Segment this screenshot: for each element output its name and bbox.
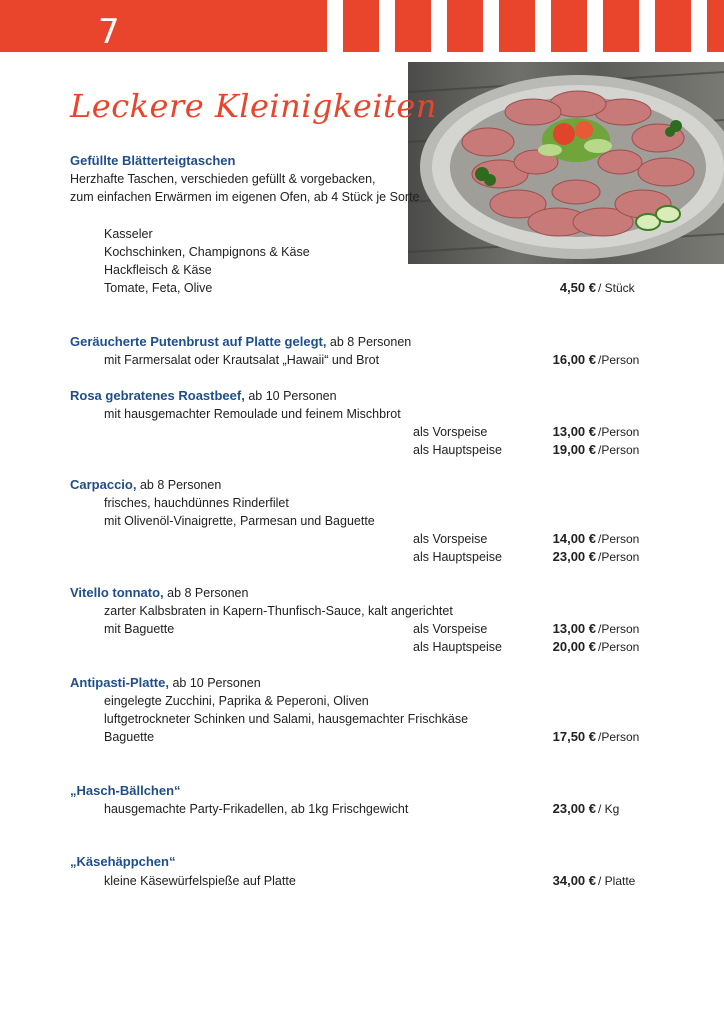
item-heading-roastbeef [70,387,337,405]
price-unit: /Person [598,443,640,457]
item-heading-putenbrust [70,333,411,351]
price-amount: 13,00 € [552,621,596,636]
option-label: als Hauptspeise [413,443,502,457]
item-heading-text: Antipasti-Platte, [70,675,169,690]
price-unit: /Person [598,640,640,654]
filling-item: Tomate, Feta, Olive [104,281,213,295]
platter-photo [408,62,724,264]
price-amount: 16,00 € [552,352,596,367]
item-heading-vitello-tonnato [70,584,248,602]
item-heading-text: Vitello tonnato, [70,585,164,600]
item-description: zarter Kalbsbraten in Kapern-Thunfisch-Sauce, kalt angerichtet [104,604,453,618]
price-unit: / Platte [598,874,636,888]
price-amount: 23,00 € [552,549,596,564]
item-heading-text: Rosa gebratenes Roastbeef, [70,388,245,403]
item-description: frisches, hauchdünnes Rinderfilet [104,496,289,510]
option-label: als Vorspeise [413,532,488,546]
price-amount: 4,50 € [559,280,596,295]
item-heading-carpaccio [70,476,221,494]
option-label: als Vorspeise [413,622,488,636]
item-heading-blaetterteigtaschen: Gefüllte Blätterteigtaschen [70,153,236,168]
price-unit: / Kg [598,802,620,816]
item-description: zum einfachen Erwärmen im eigenen Ofen, ab 4 Stück je Sorte [70,190,420,204]
item-heading-antipasti [70,674,261,692]
option-label: als Hauptspeise [413,640,502,654]
price-amount: 20,00 € [552,639,596,654]
option-label: als Vorspeise [413,425,488,439]
item-description: hausgemachte Party-Frikadellen, ab 1kg Frischgewicht [104,802,409,816]
item-description: kleine Käsewürfelspieße auf Platte [104,874,296,888]
item-description: eingelegte Zucchini, Paprika & Peperoni, Oliven [104,694,369,708]
option-label: als Hauptspeise [413,550,502,564]
price-unit: /Person [598,532,640,546]
item-heading-tail: ab 10 Personen [244,389,337,403]
filling-item: Kasseler [104,227,153,241]
item-heading-kaesehaeppchen: „Käsehäppchen“ [70,854,176,869]
price-amount: 34,00 € [552,873,596,888]
price-amount: 23,00 € [552,801,596,816]
item-description: luftgetrockneter Schinken und Salami, hausgemachter Frischkäse [104,712,469,726]
item-heading-tail: ab 8 Personen [326,335,412,349]
page-title: Leckere Kleinigkeiten [70,87,437,125]
item-description: mit hausgemachter Remoulade und feinem Mischbrot [104,407,401,421]
price-unit: /Person [598,730,640,744]
item-heading-text: Carpaccio, [70,477,137,492]
item-description: Herzhafte Taschen, verschieden gefüllt & vorgebacken, [70,172,376,186]
price-unit: /Person [598,622,640,636]
price-amount: 17,50 € [552,729,596,744]
price-unit: /Person [598,425,640,439]
item-heading-tail: ab 10 Personen [168,676,261,690]
item-description: Baguette [104,730,155,744]
filling-item: Hackfleisch & Käse [104,263,212,277]
price-amount: 19,00 € [552,442,596,457]
price-amount: 14,00 € [552,531,596,546]
item-description: mit Farmersalat oder Krautsalat „Hawaii“ und Brot [104,353,380,367]
item-heading-tail: ab 8 Personen [163,586,249,600]
filling-item: Kochschinken, Champignons & Käse [104,245,310,259]
item-description: mit Olivenöl-Vinaigrette, Parmesan und Baguette [104,514,375,528]
item-heading-tail: ab 8 Personen [136,478,222,492]
item-description: mit Baguette [104,622,175,636]
item-heading-hasch-baellchen: „Hasch-Bällchen“ [70,783,181,798]
price-unit: /Person [598,550,640,564]
price-unit: / Stück [598,281,635,295]
price-amount: 13,00 € [552,424,596,439]
price-unit: /Person [598,353,640,367]
item-heading-text: Geräucherte Putenbrust auf Platte gelegt, [70,334,327,349]
page-number: 7 [98,12,120,52]
